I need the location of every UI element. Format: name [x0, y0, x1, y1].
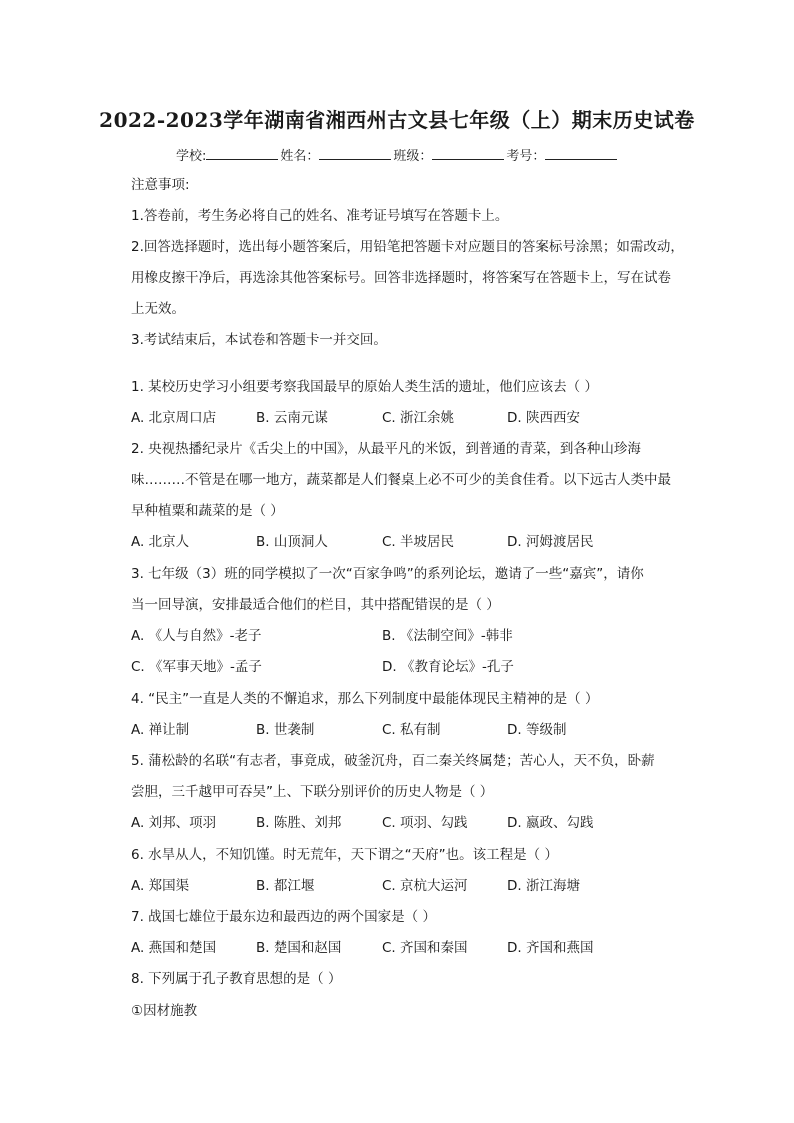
option-b[interactable]: B. 都江堰: [256, 878, 315, 894]
question-3-line-2: 当一回导演，安排最适合他们的栏目，其中搭配错误的是（ ）: [131, 597, 500, 613]
option-c[interactable]: C. 京杭大运河: [382, 878, 468, 894]
option-b[interactable]: B. 《法制空间》-韩非: [382, 628, 513, 644]
option-d[interactable]: D. 陕西西安: [507, 410, 580, 426]
notice-line-3: 3.考试结束后，本试卷和答题卡一并交回。: [131, 332, 387, 348]
option-d[interactable]: D. 《教育论坛》-孔子: [382, 659, 514, 675]
notice-line-2a: 2.回答选择题时，选出每小题答案后，用铅笔把答题卡对应题目的答案标号涂黑；如需改动，: [131, 239, 684, 255]
option-b[interactable]: B. 云南元谋: [256, 410, 328, 426]
option-c[interactable]: C. 项羽、勾践: [382, 815, 468, 831]
option-c[interactable]: C. 私有制: [382, 722, 441, 738]
number-label: 考号：: [506, 149, 546, 164]
notice-line-1: 1.答卷前，考生务必将自己的姓名、准考证号填写在答题卡上。: [131, 208, 509, 224]
option-c[interactable]: C. 齐国和秦国: [382, 940, 468, 956]
question-5-line-2: 尝胆，三千越甲可吞吴”上、下联分别评价的历史人物是（ ）: [131, 784, 494, 800]
option-a[interactable]: A. 燕国和楚国: [131, 940, 217, 956]
option-a[interactable]: A. 刘邦、项羽: [131, 815, 217, 831]
question-4-stem: 4. “民主”一直是人类的不懈追求，那么下列制度中最能体现民主精神的是（ ）: [131, 691, 599, 707]
option-a[interactable]: A. 北京人: [131, 534, 190, 550]
option-b[interactable]: B. 山顶洞人: [256, 534, 328, 550]
class-blank[interactable]: [432, 147, 504, 160]
notice-heading: 注意事项:: [131, 177, 190, 193]
option-d[interactable]: D. 嬴政、勾践: [507, 815, 594, 831]
notice-line-2c: 上无效。: [131, 301, 185, 317]
name-blank[interactable]: [319, 147, 391, 160]
question-2-line-1: 2. 央视热播纪录片《舌尖上的中国》，从最平凡的米饭，到普通的青菜，到各种山珍海: [131, 441, 641, 457]
class-label: 班级：: [393, 149, 433, 164]
option-a[interactable]: A. 禅让制: [131, 722, 190, 738]
option-a[interactable]: A. 《人与自然》-老子: [131, 628, 262, 644]
option-d[interactable]: D. 浙江海塘: [507, 878, 580, 894]
option-a[interactable]: A. 北京周口店: [131, 410, 217, 426]
option-c[interactable]: C. 浙江余姚: [382, 410, 455, 426]
question-7-stem: 7. 战国七雄位于最东边和最西边的两个国家是（ ）: [131, 909, 436, 925]
option-b[interactable]: B. 陈胜、刘邦: [256, 815, 342, 831]
option-b[interactable]: B. 世袭制: [256, 722, 315, 738]
name-label: 姓名：: [280, 149, 320, 164]
option-c[interactable]: C. 《军事天地》-孟子: [131, 659, 262, 675]
question-8-stem: 8. 下列属于孔子教育思想的是（ ）: [131, 971, 342, 987]
option-d[interactable]: D. 齐国和燕国: [507, 940, 594, 956]
option-d[interactable]: D. 等级制: [507, 722, 567, 738]
question-2-line-3: 早种植粟和蔬菜的是（ ）: [131, 503, 284, 519]
school-label: 学校:: [176, 149, 207, 164]
school-blank[interactable]: [206, 147, 278, 160]
option-a[interactable]: A. 郑国渠: [131, 878, 190, 894]
number-blank[interactable]: [545, 147, 617, 160]
option-d[interactable]: D. 河姆渡居民: [507, 534, 594, 550]
option-b[interactable]: B. 楚国和赵国: [256, 940, 342, 956]
question-1-stem: 1. 某校历史学习小组要考察我国最早的原始人类生活的遗址，他们应该去（ ）: [131, 379, 598, 395]
student-info-line: [176, 145, 619, 164]
notice-line-2b: 用橡皮擦干净后，再选涂其他答案标号。回答非选择题时，将答案写在答题卡上，写在试卷: [131, 270, 671, 286]
option-c[interactable]: C. 半坡居民: [382, 534, 455, 550]
question-5-line-1: 5. 蒲松龄的名联“有志者，事竟成，破釜沉舟，百二秦关终属楚；苦心人，天不负，卧薪: [131, 753, 655, 769]
exam-title: 2022-2023学年湖南省湘西州古文县七年级（上）期末历史试卷: [99, 108, 695, 132]
question-8-item-1: ①因材施教: [131, 1003, 198, 1019]
question-6-stem: 6. 水旱从人，不知饥馑。时无荒年，天下谓之“天府”也。该工程是（ ）: [131, 847, 558, 863]
question-2-line-2: 味………不管是在哪一地方，蔬菜都是人们餐桌上必不可少的美食佳肴。以下远古人类中最: [131, 472, 671, 488]
question-3-line-1: 3. 七年级（3）班的同学模拟了一次“百家争鸣”的系列论坛，邀请了一些“嘉宾”，请你: [131, 566, 644, 582]
